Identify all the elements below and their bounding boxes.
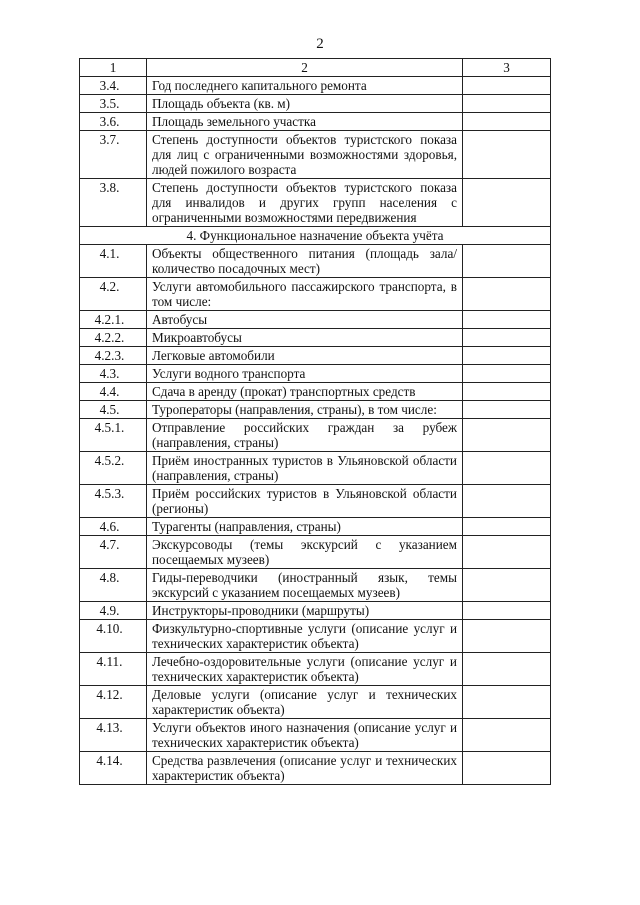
row-number: 3.6. [80, 113, 147, 131]
row-number: 4.10. [80, 620, 147, 653]
table-row [80, 569, 551, 602]
row-description: Площадь земельного участка [147, 113, 463, 131]
row-number: 4.2.2. [80, 329, 147, 347]
row-number: 3.8. [80, 179, 147, 227]
row-value-cell[interactable] [463, 383, 551, 401]
row-number: 4.5. [80, 401, 147, 419]
row-number: 3.7. [80, 131, 147, 179]
row-value-cell[interactable] [463, 311, 551, 329]
row-description: Гиды-переводчики (иностранный язык, темы экскурсий с указанием посещаемых музеев) [147, 569, 463, 602]
table-row [80, 602, 551, 620]
section-4-title: 4. Функциональное назначение объекта учёта [80, 227, 551, 245]
row-value-cell[interactable] [463, 179, 551, 227]
table-row [80, 365, 551, 383]
table-row [80, 131, 551, 179]
row-value-cell[interactable] [463, 569, 551, 602]
row-number: 4.6. [80, 518, 147, 536]
header-col-1: 1 [80, 59, 147, 77]
row-description: Год последнего капитального ремонта [147, 77, 463, 95]
row-value-cell[interactable] [463, 401, 551, 419]
row-number: 4.1. [80, 245, 147, 278]
table-row [80, 383, 551, 401]
row-number: 4.13. [80, 719, 147, 752]
row-number: 4.5.3. [80, 485, 147, 518]
table-row [80, 329, 551, 347]
table-row [80, 311, 551, 329]
row-value-cell[interactable] [463, 485, 551, 518]
row-number: 4.2.1. [80, 311, 147, 329]
row-number: 4.9. [80, 602, 147, 620]
table-header-row [80, 59, 551, 77]
row-value-cell[interactable] [463, 278, 551, 311]
row-value-cell[interactable] [463, 686, 551, 719]
row-description: Отправление российских граждан за рубеж (направления, страны) [147, 419, 463, 452]
row-number: 4.2.3. [80, 347, 147, 365]
row-value-cell[interactable] [463, 419, 551, 452]
table-row [80, 620, 551, 653]
row-description: Приём иностранных туристов в Ульяновской области (направления, страны) [147, 452, 463, 485]
table-row [80, 278, 551, 311]
table-row [80, 95, 551, 113]
row-value-cell[interactable] [463, 329, 551, 347]
table-row [80, 179, 551, 227]
row-number: 4.5.2. [80, 452, 147, 485]
row-description: Услуги водного транспорта [147, 365, 463, 383]
row-value-cell[interactable] [463, 536, 551, 569]
registry-table [79, 58, 551, 785]
table-row [80, 77, 551, 95]
row-value-cell[interactable] [463, 452, 551, 485]
row-number: 4.11. [80, 653, 147, 686]
row-value-cell[interactable] [463, 518, 551, 536]
row-description: Лечебно-оздоровительные услуги (описание услуг и технических характеристик объекта) [147, 653, 463, 686]
row-value-cell[interactable] [463, 365, 551, 383]
table-row [80, 518, 551, 536]
row-description: Физкультурно-спортивные услуги (описание услуг и технических характеристик объекта) [147, 620, 463, 653]
row-number: 4.12. [80, 686, 147, 719]
table-row [80, 719, 551, 752]
row-value-cell[interactable] [463, 620, 551, 653]
row-number: 4.5.1. [80, 419, 147, 452]
row-description: Деловые услуги (описание услуг и технических характеристик объекта) [147, 686, 463, 719]
row-number: 4.2. [80, 278, 147, 311]
header-col-2: 2 [147, 59, 463, 77]
row-description: Услуги автомобильного пассажирского транспорта, в том числе: [147, 278, 463, 311]
row-description: Степень доступности объектов туристского показа для лиц с ограниченными возможностями здоровья, людей пожилого возраста [147, 131, 463, 179]
row-description: Степень доступности объектов туристского показа для инвалидов и других групп населения с ограниченными возможностями передвижения [147, 179, 463, 227]
header-col-3: 3 [463, 59, 551, 77]
table-row [80, 245, 551, 278]
row-number: 4.4. [80, 383, 147, 401]
row-description: Сдача в аренду (прокат) транспортных средств [147, 383, 463, 401]
row-description: Площадь объекта (кв. м) [147, 95, 463, 113]
row-number: 4.8. [80, 569, 147, 602]
table-row [80, 347, 551, 365]
row-description: Средства развлечения (описание услуг и технических характеристик объекта) [147, 752, 463, 785]
row-description: Объекты общественного питания (площадь зала/количество посадочных мест) [147, 245, 463, 278]
table-row [80, 686, 551, 719]
row-number: 4.14. [80, 752, 147, 785]
row-description: Приём российских туристов в Ульяновской области (регионы) [147, 485, 463, 518]
row-description: Услуги объектов иного назначения (описание услуг и технических характеристик объекта) [147, 719, 463, 752]
table-row [80, 752, 551, 785]
row-value-cell[interactable] [463, 95, 551, 113]
row-value-cell[interactable] [463, 653, 551, 686]
row-value-cell[interactable] [463, 752, 551, 785]
row-value-cell[interactable] [463, 113, 551, 131]
row-description: Туроператоры (направления, страны), в том числе: [147, 401, 463, 419]
table-row [80, 419, 551, 452]
row-description: Автобусы [147, 311, 463, 329]
row-description: Турагенты (направления, страны) [147, 518, 463, 536]
table-row [80, 536, 551, 569]
section-heading-row [80, 227, 551, 245]
table-row [80, 485, 551, 518]
row-number: 4.7. [80, 536, 147, 569]
row-description: Легковые автомобили [147, 347, 463, 365]
row-value-cell[interactable] [463, 245, 551, 278]
row-value-cell[interactable] [463, 77, 551, 95]
row-description: Микроавтобусы [147, 329, 463, 347]
table-row [80, 113, 551, 131]
row-description: Экскурсоводы (темы экскурсий с указанием посещаемых музеев) [147, 536, 463, 569]
row-number: 4.3. [80, 365, 147, 383]
row-value-cell[interactable] [463, 719, 551, 752]
row-number: 3.5. [80, 95, 147, 113]
page-number: 2 [316, 36, 324, 52]
row-number: 3.4. [80, 77, 147, 95]
table-row [80, 653, 551, 686]
table-row [80, 452, 551, 485]
row-value-cell[interactable] [463, 602, 551, 620]
row-value-cell[interactable] [463, 131, 551, 179]
row-value-cell[interactable] [463, 347, 551, 365]
table-row [80, 401, 551, 419]
row-description: Инструкторы-проводники (маршруты) [147, 602, 463, 620]
